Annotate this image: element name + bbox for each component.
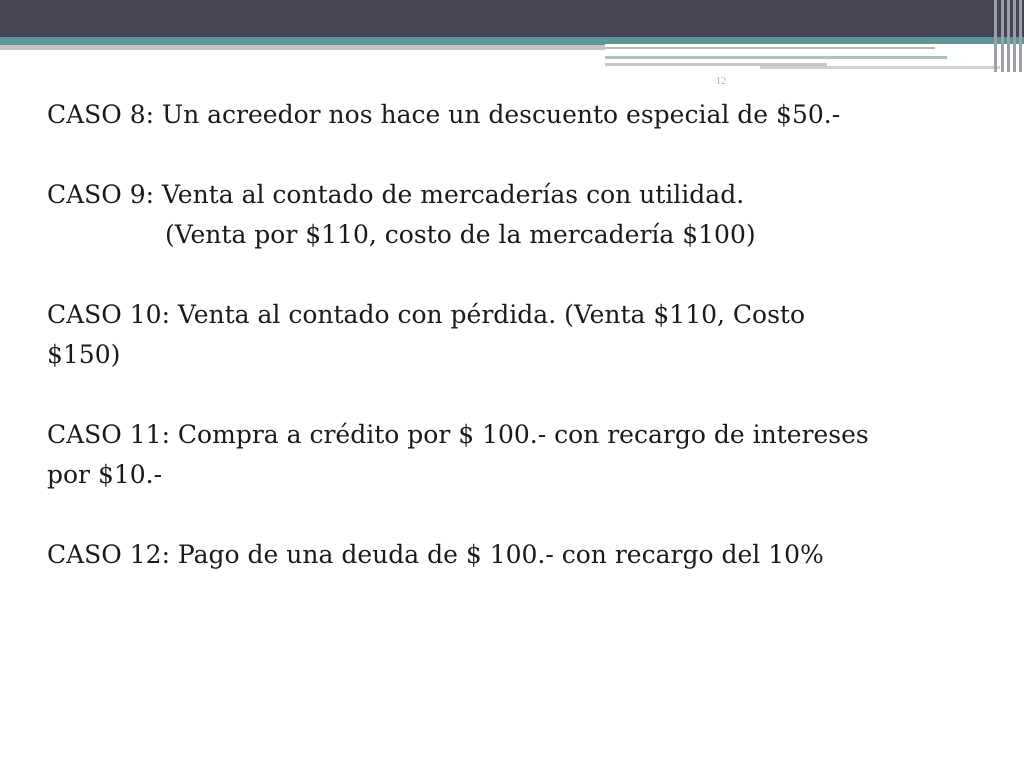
header-decor-line	[605, 47, 935, 49]
slide-number: 12	[716, 76, 726, 87]
case-9-line: CASO 9: Venta al contado de mercaderías con utilidad.	[47, 180, 745, 209]
header-decor-line	[605, 56, 947, 59]
case-12-line: CASO 12: Pago de una deuda de $ 100.- con recargo del 10%	[47, 540, 824, 569]
header-decor-line	[760, 66, 1000, 69]
slide-body	[47, 95, 1007, 575]
case-8-line: CASO 8: Un acreedor nos hace un descuento especial de $50.-	[47, 100, 841, 129]
case-9-detail: (Venta por $110, costo de la mercadería $100)	[165, 220, 756, 249]
header-dark-band	[0, 0, 1024, 37]
header-vertical-bars	[992, 0, 1024, 72]
case-11-continuation: por $10.-	[47, 460, 163, 489]
case-10-continuation: $150)	[47, 340, 121, 369]
case-11-line: CASO 11: Compra a crédito por $ 100.- con recargo de intereses	[47, 420, 869, 449]
case-10-line: CASO 10: Venta al contado con pérdida. (Venta $110, Costo	[47, 300, 806, 329]
